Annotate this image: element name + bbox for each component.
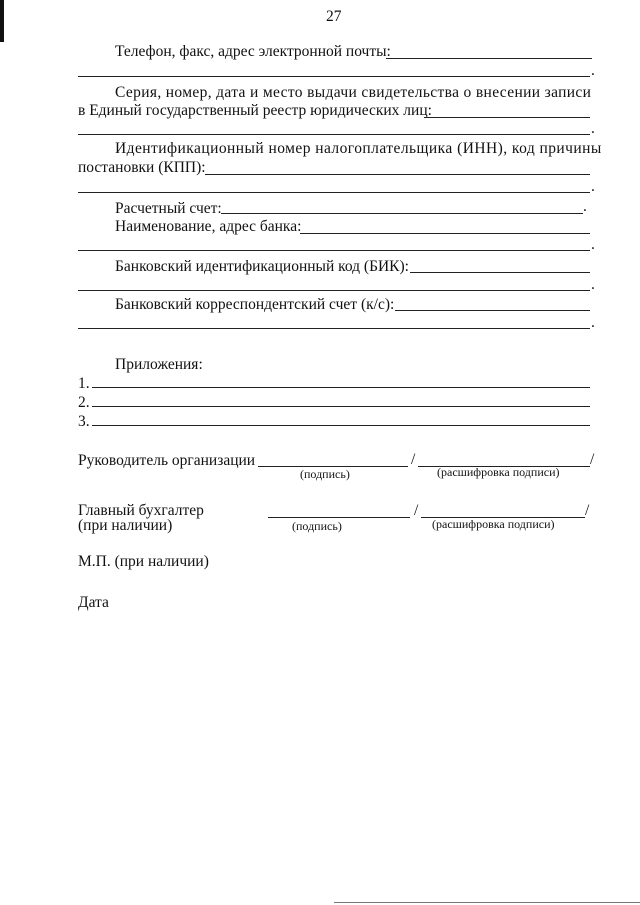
period: . xyxy=(591,236,595,253)
phone-line-2[interactable] xyxy=(78,76,590,77)
registry-label-line1: Серия, номер, дата и место выдачи свидетельства о внесении записи xyxy=(115,84,592,101)
attachment-line-2[interactable] xyxy=(92,406,590,407)
period: . xyxy=(591,120,595,137)
period: . xyxy=(591,178,595,195)
bank-label: Наименование, адрес банка: xyxy=(115,218,302,235)
bank-line-2[interactable] xyxy=(78,250,590,251)
signature-caption: (подпись) xyxy=(292,519,342,533)
stamp-label: М.П. (при наличии) xyxy=(78,553,209,570)
slash: / xyxy=(585,502,590,519)
date-label: Дата xyxy=(78,594,109,611)
inn-label-line2: постановки (КПП): xyxy=(78,159,206,176)
corr-line[interactable] xyxy=(395,310,590,311)
inn-label-line1: Идентификационный номер налогоплательщика (ИНН), код причины xyxy=(115,140,602,157)
registry-line[interactable] xyxy=(424,117,590,118)
decode-caption: (расшифровка подписи) xyxy=(437,465,560,479)
account-line[interactable] xyxy=(221,213,583,214)
slash: / xyxy=(414,502,419,519)
period: . xyxy=(591,276,595,293)
inn-line[interactable] xyxy=(205,174,590,175)
bik-label: Банковский идентификационный код (БИК): xyxy=(115,258,409,275)
signature-caption: (подпись) xyxy=(300,467,350,481)
attachment-number: 2. xyxy=(78,394,90,411)
period: . xyxy=(591,314,595,331)
phone-line[interactable] xyxy=(386,58,592,59)
account-label: Расчетный счет: xyxy=(115,200,222,217)
page-number: 27 xyxy=(326,8,342,25)
attachment-line-1[interactable] xyxy=(92,387,590,388)
registry-label-line2: в Единый государственный реестр юридических лиц: xyxy=(78,102,432,119)
registry-line-2[interactable] xyxy=(78,134,590,135)
period: . xyxy=(591,62,595,79)
bik-line[interactable] xyxy=(410,272,590,273)
slash: / xyxy=(411,451,416,468)
head-label: Руководитель организации xyxy=(78,452,256,469)
attachment-number: 3. xyxy=(78,413,90,430)
corr-label: Банковский корреспондентский счет (к/с): xyxy=(115,296,395,313)
slash: / xyxy=(590,451,595,468)
accountant-signature-line[interactable] xyxy=(268,517,410,518)
accountant-label-line2: (при наличии) xyxy=(78,517,173,534)
bik-line-2[interactable] xyxy=(78,290,590,291)
scan-bottom-line xyxy=(334,902,640,903)
phone-label: Телефон, факс, адрес электронной почты: xyxy=(115,43,391,60)
inn-line-2[interactable] xyxy=(78,192,590,193)
attachments-title: Приложения: xyxy=(115,356,203,373)
accountant-label-line1: Главный бухгалтер xyxy=(78,502,204,519)
period: . xyxy=(583,198,587,215)
corr-line-2[interactable] xyxy=(78,328,590,329)
scan-edge-mark xyxy=(0,0,4,42)
attachment-number: 1. xyxy=(78,375,90,392)
attachment-line-3[interactable] xyxy=(92,425,590,426)
bank-line[interactable] xyxy=(300,233,590,234)
decode-caption: (расшифровка подписи) xyxy=(432,517,555,531)
